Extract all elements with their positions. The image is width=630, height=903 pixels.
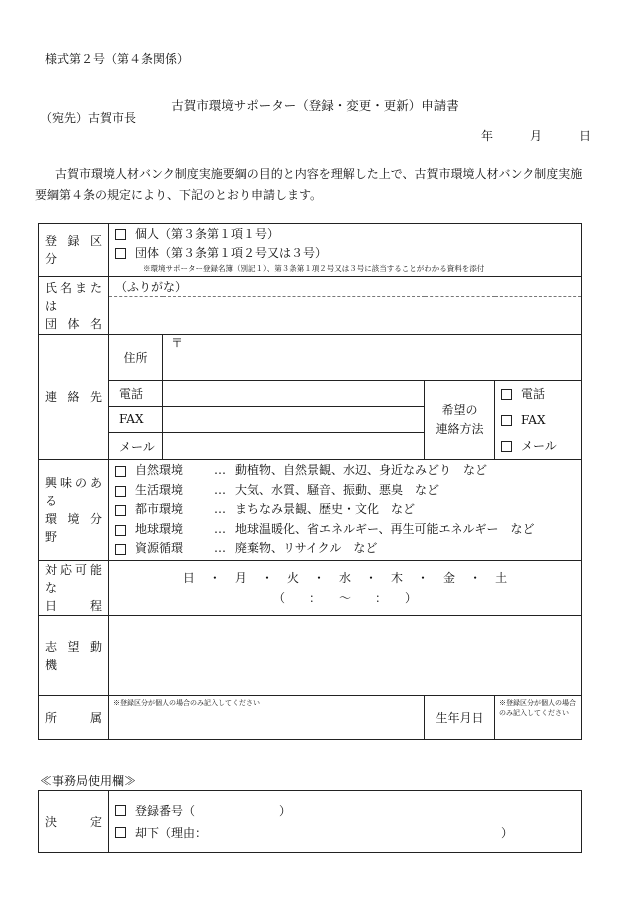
method-label: メール <box>521 439 557 453</box>
birthdate-label: 生年月日 <box>435 711 484 725</box>
affiliation-label-cell <box>39 696 109 740</box>
interest-examples: 廃棄物、リサイクル など <box>235 541 378 556</box>
contact-label: 連 絡 先 <box>45 390 102 404</box>
furigana-row <box>39 277 582 297</box>
postal-mark: 〒 <box>171 336 184 350</box>
birthdate-field[interactable] <box>495 696 582 740</box>
motivation-field[interactable] <box>109 616 582 696</box>
interest-category: 都市環境 <box>135 502 184 517</box>
intro-text: 古賀市環境人材バンク制度実施要綱の目的と内容を理解した上で、古賀市環境人材バンク制度実施要綱第４条の規定により、下記のとおり申請します。 <box>35 167 583 202</box>
decision-option-reject[interactable] <box>109 822 581 844</box>
day-sat: 土 <box>495 571 508 585</box>
fax-field[interactable] <box>163 406 425 433</box>
preferred-label-line2: 連絡方法 <box>435 422 484 436</box>
motivation-label-cell <box>39 616 109 696</box>
affiliation-row <box>39 696 582 740</box>
interest-category: 地球環境 <box>135 521 184 536</box>
registration-option-group[interactable] <box>109 244 581 263</box>
rejection-label: 却下（理由： ） <box>135 825 514 840</box>
registration-label-cell <box>39 224 109 277</box>
registration-option-individual[interactable] <box>109 225 581 244</box>
affiliation-field[interactable] <box>109 696 425 740</box>
interests-label-cell <box>39 460 109 561</box>
preferred-method-label-cell <box>425 381 495 460</box>
furigana-label: （ふりがな） <box>115 280 188 294</box>
checkbox-icon[interactable] <box>115 229 126 240</box>
date-month: 月 <box>529 129 542 143</box>
checkbox-icon[interactable] <box>115 525 126 536</box>
interest-dots: … <box>214 521 226 536</box>
name-row <box>39 297 582 335</box>
interest-category: 自然環境 <box>135 463 184 478</box>
interest-option[interactable] <box>109 461 581 481</box>
method-option-fax[interactable] <box>495 407 581 433</box>
registration-row <box>39 224 582 277</box>
interest-option[interactable] <box>109 520 581 540</box>
name-label-cell <box>39 277 109 335</box>
checkbox-icon[interactable] <box>115 466 126 477</box>
schedule-field[interactable] <box>109 561 582 616</box>
day-separator: ・ <box>365 571 378 585</box>
checkbox-icon[interactable] <box>115 486 126 497</box>
schedule-label-line1: 対応可能な <box>45 563 102 595</box>
day-separator: ・ <box>208 571 221 585</box>
decision-options <box>109 791 582 853</box>
method-option-mail[interactable] <box>495 433 581 459</box>
registration-label: 登 録 区 分 <box>45 234 102 266</box>
office-use-table <box>38 790 582 853</box>
interest-dots: … <box>214 541 226 556</box>
decision-row <box>39 791 582 853</box>
fax-label: FAX <box>119 412 144 427</box>
preferred-method-options <box>495 381 582 460</box>
schedule-time: （ ： 〜 ： ） <box>272 591 417 605</box>
day-separator: ・ <box>312 571 325 585</box>
decision-option-register[interactable] <box>109 800 581 822</box>
name-label-line1: 氏名または <box>45 280 102 313</box>
interest-examples: 動植物、自然景観、水辺、身近なみどり など <box>235 463 488 478</box>
application-table <box>38 223 582 740</box>
method-label: 電話 <box>521 387 546 401</box>
motivation-row <box>39 616 582 696</box>
checkbox-icon[interactable] <box>501 415 512 426</box>
preferred-label-line1: 希望の <box>441 403 478 417</box>
name-label-line2: 団 体 名 <box>45 316 102 331</box>
phone-label: 電話 <box>119 386 144 401</box>
mail-label-cell <box>109 433 163 460</box>
day-separator: ・ <box>417 571 430 585</box>
phone-row <box>39 381 582 407</box>
furigana-field[interactable] <box>109 277 582 297</box>
schedule-days <box>109 568 581 588</box>
interest-option[interactable] <box>109 500 581 520</box>
office-use-heading: ≪事務局使用欄≫ <box>40 774 137 788</box>
checkbox-icon[interactable] <box>501 389 512 400</box>
birthdate-note: ※登録区分が個人の場合のみ記入してください <box>499 699 576 717</box>
registration-option-label: 団体（第３条第１項２号又は３号） <box>135 246 328 260</box>
day-mon: 月 <box>234 571 247 585</box>
checkbox-icon[interactable] <box>115 505 126 516</box>
day-separator: ・ <box>260 571 273 585</box>
interest-option[interactable] <box>109 539 581 559</box>
address-label-cell <box>109 335 163 381</box>
birthdate-label-cell <box>425 696 495 740</box>
interest-examples: まちなみ景観、歴史・文化 など <box>235 502 416 517</box>
registration-note: ※環境サポーター登録名簿（別記１）、第３条第１項２号又は３号に該当することがわかる資料を添付 <box>143 264 485 273</box>
interests-label-line2: 環 境 分 野 <box>45 512 102 544</box>
address-field[interactable] <box>163 335 582 381</box>
method-label: FAX <box>521 413 546 427</box>
contact-label-cell <box>39 335 109 460</box>
registration-options-cell <box>109 224 582 277</box>
schedule-row <box>39 561 582 616</box>
form-number: 様式第２号（第４条関係） <box>45 52 190 66</box>
phone-label-cell <box>109 381 163 407</box>
interest-option[interactable] <box>109 481 581 501</box>
interests-row <box>39 460 582 561</box>
checkbox-icon[interactable] <box>115 544 126 555</box>
affiliation-label: 所 属 <box>45 710 102 725</box>
schedule-label-line2: 日 程 <box>45 599 102 613</box>
address-label: 住所 <box>123 351 148 365</box>
motivation-label: 志 望 動 機 <box>45 639 102 672</box>
method-option-phone[interactable] <box>495 381 581 407</box>
day-tue: 火 <box>286 571 299 585</box>
day-fri: 金 <box>443 571 456 585</box>
decision-label-cell <box>39 791 109 853</box>
day-sun: 日 <box>182 571 195 585</box>
phone-field[interactable] <box>163 381 425 407</box>
mail-field[interactable] <box>163 433 425 460</box>
schedule-label-cell <box>39 561 109 616</box>
checkbox-icon[interactable] <box>115 805 126 816</box>
date-line <box>481 127 591 144</box>
interest-examples: 地球温暖化、省エネルギー、再生可能エネルギー など <box>235 521 535 536</box>
checkbox-icon[interactable] <box>115 827 126 838</box>
interest-category: 生活環境 <box>135 482 184 497</box>
interest-examples: 大気、水質、騒音、振動、悪臭 など <box>235 482 440 497</box>
day-thu: 木 <box>391 571 404 585</box>
interests-label-line1: 興味のある <box>45 476 102 508</box>
decision-label: 決 定 <box>45 814 102 829</box>
interest-dots: … <box>214 463 226 478</box>
date-day: 日 <box>578 129 591 143</box>
affiliation-note: ※登録区分が個人の場合のみ記入してください <box>113 699 260 707</box>
mail-label: メール <box>119 439 155 454</box>
address-row <box>39 335 582 381</box>
addressee: （宛先）古賀市長 <box>40 111 137 125</box>
day-separator: ・ <box>469 571 482 585</box>
interest-category: 資源循環 <box>135 541 184 556</box>
interest-dots: … <box>214 482 226 497</box>
interest-dots: … <box>214 502 226 517</box>
day-wed: 水 <box>338 571 351 585</box>
checkbox-icon[interactable] <box>501 441 512 452</box>
interests-options <box>109 460 582 561</box>
date-year: 年 <box>481 129 494 143</box>
registration-number-label: 登録番号（ ） <box>135 803 292 818</box>
checkbox-icon[interactable] <box>115 248 126 259</box>
form-title: 古賀市環境サポーター（登録・変更・更新）申請書 <box>171 98 459 113</box>
name-field[interactable] <box>109 297 582 335</box>
registration-option-label: 個人（第３条第１項１号） <box>135 227 280 241</box>
fax-label-cell <box>109 406 163 433</box>
